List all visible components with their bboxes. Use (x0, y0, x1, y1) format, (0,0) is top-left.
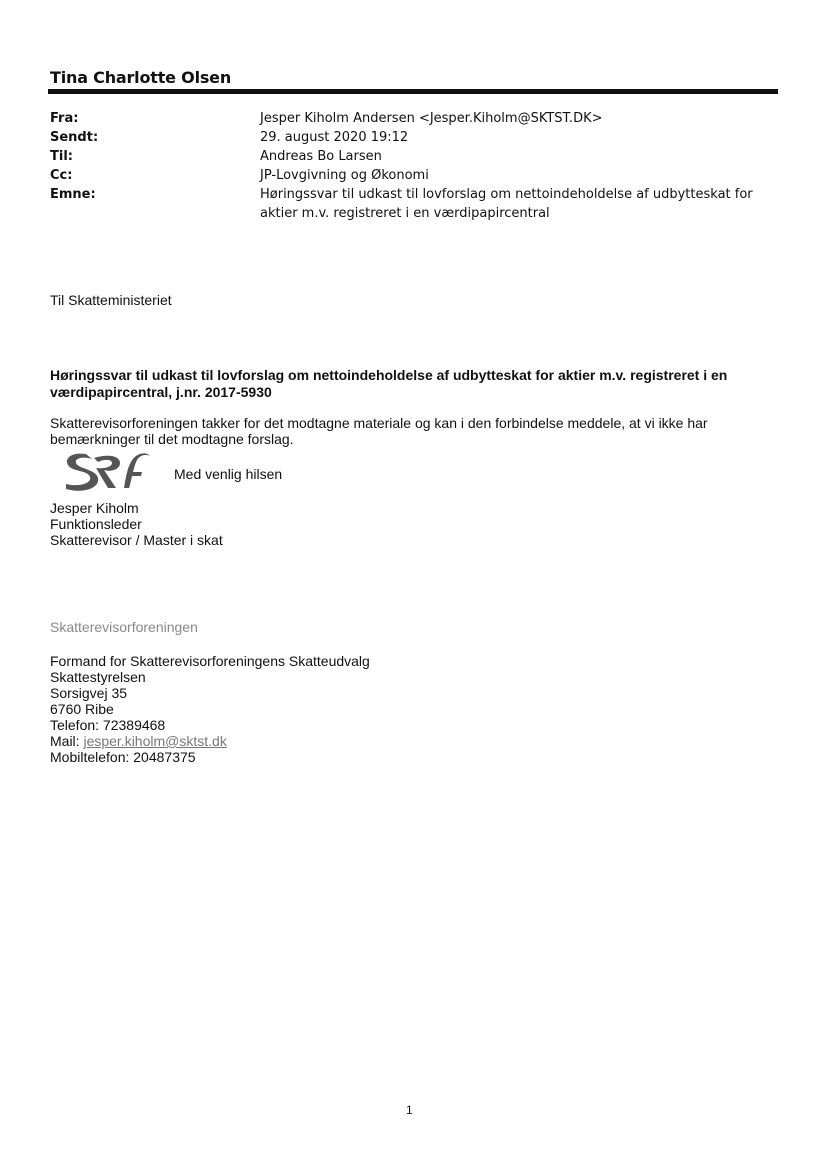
header-row-sent (50, 128, 780, 147)
signature-role: Skatterevisor / Master i skat (50, 532, 223, 548)
contact-block (50, 653, 370, 765)
contact-line-city: 6760 Ribe (50, 701, 114, 717)
header-row-from (50, 109, 780, 128)
contact-line-street: Sorsigvej 35 (50, 685, 128, 701)
cc-label: Cc: (50, 168, 73, 183)
email-header (50, 109, 780, 223)
cc-value: JP-Lovgivning og Økonomi (260, 168, 429, 183)
organization-name: Skatterevisorforeningen (50, 619, 198, 635)
to-value: Andreas Bo Larsen (260, 149, 382, 164)
mail-link[interactable]: jesper.kiholm@sktst.dk (83, 733, 227, 749)
contact-line-agency: Skattestyrelsen (50, 669, 146, 685)
sent-value: 29. august 2020 19:12 (260, 130, 409, 145)
signature-block (50, 500, 223, 548)
mailbox-owner-name: Tina Charlotte Olsen (50, 68, 232, 87)
contact-line-phone: Telefon: 72389468 (50, 717, 166, 733)
closing-regards: Med venlig hilsen (174, 466, 283, 482)
signature-title: Funktionsleder (50, 516, 142, 532)
contact-line-mail (50, 733, 370, 749)
page-number: 1 (406, 1103, 413, 1117)
subject-heading: Høringssvar til udkast til lovforslag om nettoindeholdelse af udbytteskat for aktier m.v. registreret i en værdipapircentral, j.nr. 2017-5930 (50, 367, 728, 400)
from-label: Fra: (50, 111, 79, 126)
subject-value: Høringssvar til udkast til lovforslag om nettoindeholdelse af udbytteskat for aktier m.v. registreret i en værdipapircentral (260, 187, 753, 221)
header-divider (48, 89, 778, 94)
header-row-subject (50, 185, 780, 223)
header-row-cc (50, 166, 780, 185)
mail-label: Mail: (50, 733, 84, 749)
srf-logo-icon (62, 448, 152, 492)
to-label: Til: (50, 149, 73, 164)
from-value: Jesper Kiholm Andersen <Jesper.Kiholm@SKTST.DK> (260, 111, 603, 126)
greeting: Til Skatteministeriet (50, 292, 172, 308)
sent-label: Sendt: (50, 130, 99, 145)
subject-label: Emne: (50, 187, 96, 202)
body-paragraph: Skatterevisorforeningen takker for det modtagne materiale og kan i den forbindelse meddele, at vi ikke har bemærkninger til det modtagne forslag. (50, 415, 708, 447)
contact-line-mobile: Mobiltelefon: 20487375 (50, 749, 196, 765)
header-row-to (50, 147, 780, 166)
contact-line-position: Formand for Skatterevisorforeningens Skatteudvalg (50, 653, 370, 669)
signature-name: Jesper Kiholm (50, 500, 139, 516)
